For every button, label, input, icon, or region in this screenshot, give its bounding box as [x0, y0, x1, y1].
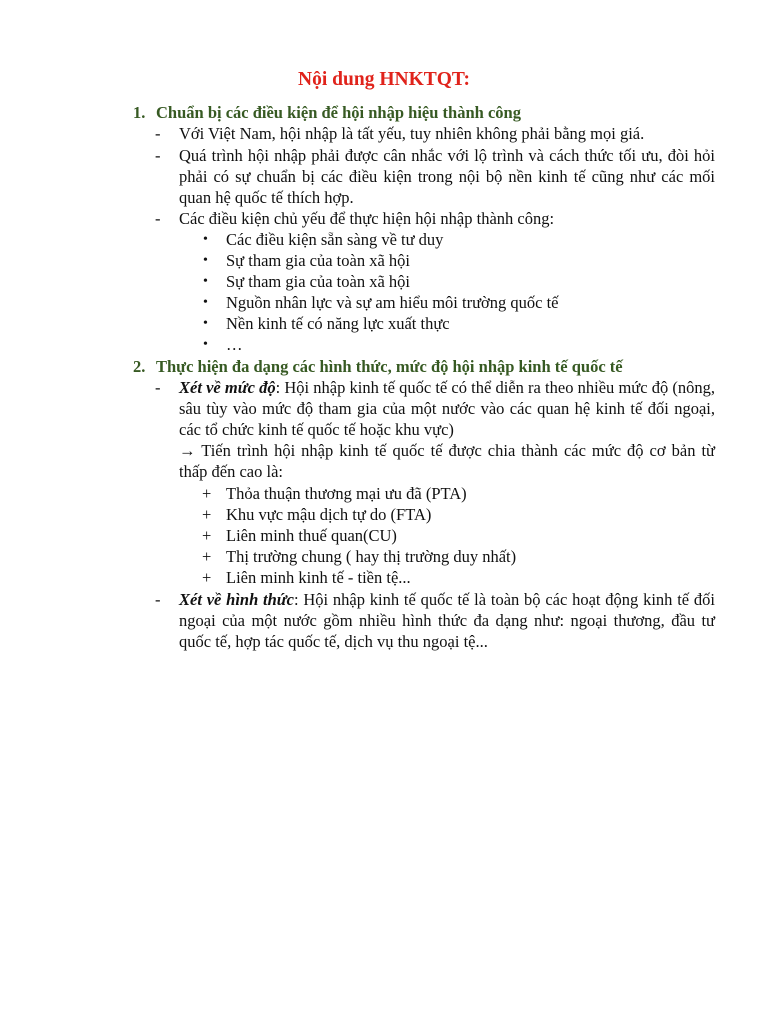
- level-item-text: Khu vực mậu dịch tự do (FTA): [226, 505, 432, 524]
- form-description: : Hội nhập kinh tế quốc tế là toàn bộ các hoạt động kinh tế đối ngoại của một nước gồm nhiều hình thức đa dạng như: ngoại thương, đầu tư quốc tế, hợp tác quốc tế, dịch vụ thu ngoại tệ...: [179, 590, 715, 651]
- list-item-text: [179, 589, 715, 652]
- bullet-text: Các điều kiện sẵn sàng về tư duy: [226, 230, 444, 249]
- plus-mark: +: [202, 547, 212, 566]
- plus-mark: +: [202, 568, 212, 587]
- list-item: [155, 123, 715, 144]
- dash-mark: -: [155, 124, 161, 143]
- bullet-mark: •: [203, 337, 208, 352]
- list-item: [155, 377, 715, 440]
- bullet-mark: •: [203, 253, 208, 268]
- level-item-text: Thỏa thuận thương mại ưu đã (PTA): [226, 484, 467, 503]
- list-item-text: Với Việt Nam, hội nhập là tất yếu, tuy nhiên không phải bằng mọi giá.: [179, 124, 645, 143]
- list-item: [155, 589, 715, 652]
- list-item: [155, 208, 715, 229]
- dash-mark: -: [155, 209, 161, 228]
- arrow-right-icon: →: [179, 441, 196, 460]
- section-1-number: 1.: [133, 103, 146, 122]
- bullet-mark: •: [203, 274, 208, 289]
- form-label: Xét về hình thức: [179, 590, 295, 609]
- bullet-text: Sự tham gia của toàn xã hội: [226, 251, 410, 270]
- section-2-number: 2.: [133, 357, 146, 376]
- plus-mark: +: [202, 505, 212, 524]
- level-item-text: Liên minh kinh tế - tiền tệ...: [226, 568, 411, 587]
- section-2-heading-text: Thực hiện đa dạng các hình thức, mức độ hội nhập kinh tế quốc tế: [156, 357, 623, 376]
- bullet-text: Sự tham gia của toàn xã hội: [226, 272, 410, 291]
- bullet-text: Nguồn nhân lực và sự am hiểu môi trường quốc tế: [226, 293, 559, 312]
- level-item-text: Liên minh thuế quan(CU): [226, 526, 397, 545]
- list-item: [155, 145, 715, 208]
- plus-mark: +: [202, 526, 212, 545]
- bullet-text: …: [226, 335, 243, 354]
- plus-mark: +: [202, 484, 212, 503]
- dash-mark: -: [155, 146, 161, 165]
- bullet-mark: •: [203, 316, 208, 331]
- section-1-heading: [133, 102, 733, 123]
- page-title: Nội dung HNKTQT:: [298, 69, 470, 90]
- level-item-text: Thị trường chung ( hay thị trường duy nhất): [226, 547, 517, 566]
- dash-mark: -: [155, 378, 161, 397]
- list-item-text: [179, 377, 715, 440]
- dash-mark: -: [155, 590, 161, 609]
- level-label: Xét về mức độ: [179, 378, 276, 397]
- level-description: : Hội nhập kinh tế quốc tế có thể diễn ra theo nhiều mức độ (nông, sâu tùy vào mức độ tham gia của một nước vào các quan hệ kinh tế đối ngoại, các tổ chức kinh tế quốc tế hoặc khu vực): [179, 378, 715, 439]
- list-item-text: Quá trình hội nhập phải được cân nhắc với lộ trình và cách thức tối ưu, đòi hỏi phải có sự chuẩn bị các điều kiện trong nội bộ nền kinh tế cũng như các mối quan hệ quốc tế thích hợp.: [179, 146, 715, 207]
- arrow-line-text: Tiến trình hội nhập kinh tế quốc tế được chia thành các mức độ cơ bản từ thấp đến cao là:: [179, 441, 715, 481]
- bullet-mark: •: [203, 295, 208, 310]
- bullet-mark: •: [203, 232, 208, 247]
- bullet-text: Nền kinh tế có năng lực xuất thực: [226, 314, 450, 333]
- arrow-line: [179, 440, 715, 482]
- section-2-heading: [133, 356, 733, 377]
- list-item-text: Các điều kiện chủ yếu để thực hiện hội nhập thành công:: [179, 209, 555, 228]
- section-1-heading-text: Chuẩn bị các điều kiện để hội nhập hiệu thành công: [156, 103, 521, 122]
